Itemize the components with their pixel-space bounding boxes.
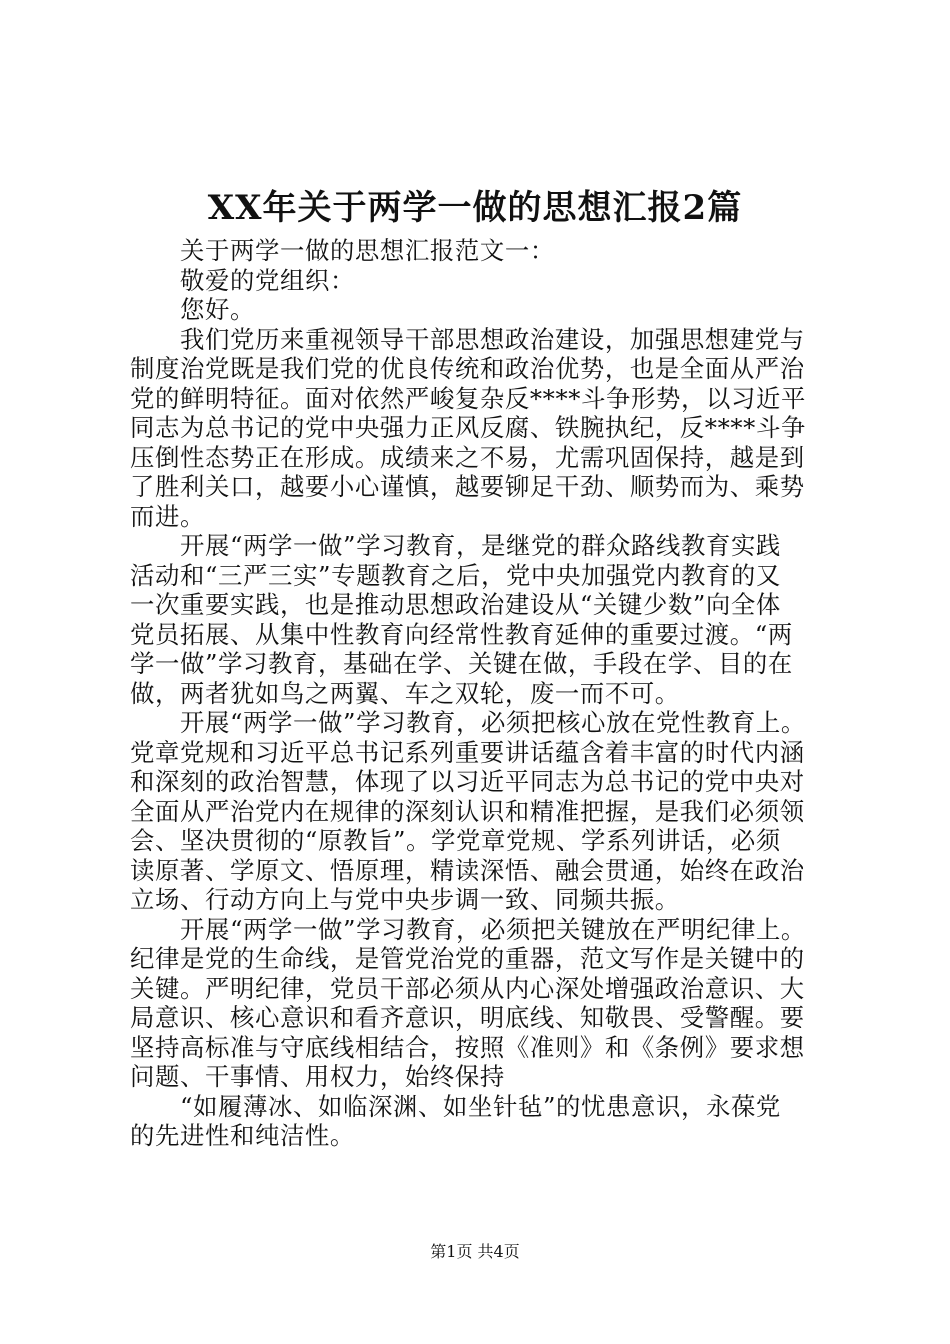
- text-line: 党的鲜明特征。面对依然严峻复杂反****斗争形势，以习近平: [130, 383, 806, 413]
- text-line: 会、坚决贯彻的“原教旨”。学党章党规、学系列讲话，必须: [130, 826, 781, 855]
- text-line: 学一做”学习教育，基础在学、关键在做，手段在学、目的在: [130, 649, 793, 678]
- text-line: 我们党历来重视领导干部思想政治建设，加强思想建党与: [180, 324, 805, 354]
- text-line: 和深刻的政治智慧，体现了以习近平同志为总书记的党中央对: [130, 767, 805, 796]
- text-line: 了胜利关口，越要小心谨慎，越要铆足干劲、顺势而为、乘势: [130, 472, 805, 501]
- text-line: 而进。: [130, 501, 205, 531]
- text-line: 立场、行动方向上与党中央步调一致、同频共振。: [130, 885, 680, 914]
- text-line: 党章党规和习近平总书记系列重要讲话蕴含着丰富的时代内涵: [130, 737, 805, 767]
- text-line: 问题、干事情、用权力，始终保持: [130, 1062, 505, 1091]
- text-line: “如履薄冰、如临深渊、如坐针毡”的忧患意识，永葆党: [180, 1091, 781, 1121]
- text-line: 开展“两学一做”学习教育，是继党的群众路线教育实践: [180, 531, 781, 560]
- text-line: 开展“两学一做”学习教育，必须把关键放在严明纪律上。: [180, 914, 806, 944]
- text-line: 压倒性态势正在形成。成绩来之不易，尤需巩固保持，越是到: [130, 442, 805, 472]
- text-line: 坚持高标准与守底线相结合，按照《准则》和《条例》要求想: [130, 1032, 805, 1062]
- text-line: 做，两者犹如鸟之两翼、车之双轮，废一而不可。: [130, 678, 680, 708]
- text-line: 开展“两学一做”学习教育，必须把核心放在党性教育上。: [180, 708, 806, 737]
- text-line: 同志为总书记的党中央强力正风反腐、铁腕执纪，反****斗争: [130, 413, 806, 442]
- text-line: 局意识、核心意识和看齐意识，明底线、知敬畏、受警醒。要: [130, 1003, 805, 1032]
- document-body: [130, 236, 830, 1151]
- text-line: 敬爱的党组织：: [180, 265, 355, 295]
- text-line: 关于两学一做的思想汇报范文一：: [180, 236, 555, 265]
- text-line: 您好。: [180, 295, 255, 324]
- document-title: XX年关于两学一做的思想汇报2篇: [207, 188, 743, 228]
- page-footer: 第1页 共4页: [430, 1242, 520, 1261]
- text-line: 纪律是党的生命线，是管党治党的重器，范文写作是关键中的: [130, 944, 805, 973]
- text-line: 全面从严治党内在规律的深刻认识和精准把握，是我们必须领: [130, 796, 805, 826]
- text-line: 一次重要实践，也是推动思想政治建设从“关键少数”向全体: [130, 590, 781, 619]
- text-line: 的先进性和纯洁性。: [130, 1121, 355, 1150]
- text-line: 活动和“三严三实”专题教育之后，党中央加强党内教育的又: [130, 560, 781, 590]
- text-line: 制度治党既是我们党的优良传统和政治优势，也是全面从严治: [130, 354, 805, 383]
- text-line: 读原著、学原文、悟原理，精读深悟、融会贯通，始终在政治: [130, 855, 805, 885]
- text-line: 党员拓展、从集中性教育向经常性教育延伸的重要过渡。“两: [130, 619, 793, 649]
- text-line: 关键。严明纪律，党员干部必须从内心深处增强政治意识、大: [130, 973, 805, 1003]
